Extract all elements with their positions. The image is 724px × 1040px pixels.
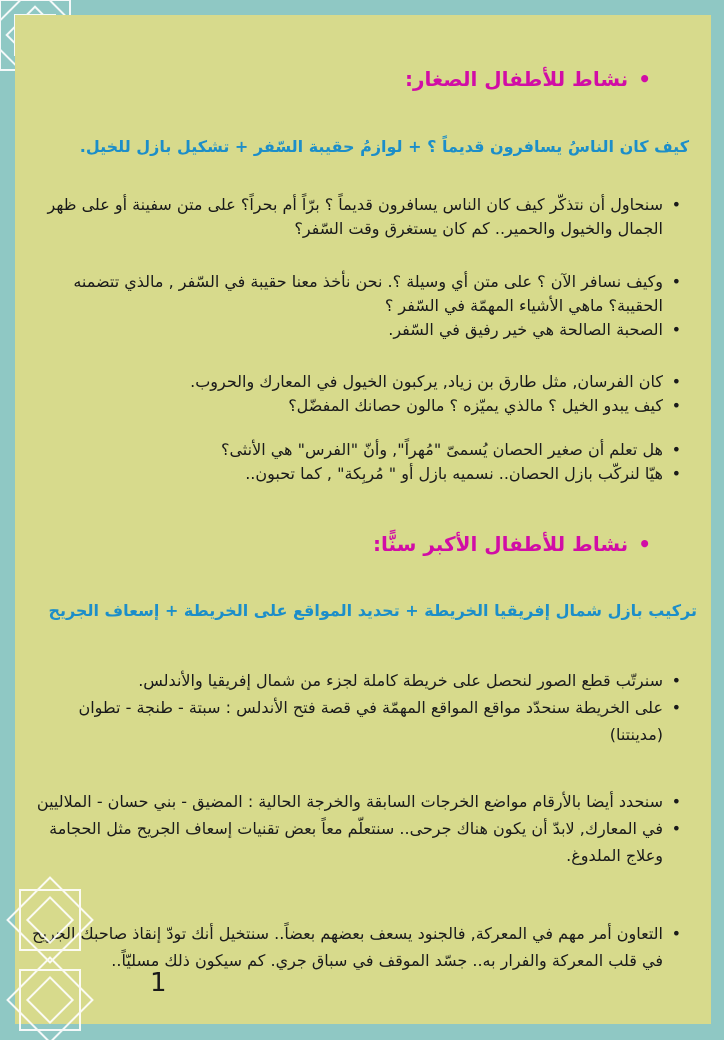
list-item: • التعاون أمر مهم في المعركة, فالجنود يسعف بعضهم بعضاً.. سنتخيل أنك تودّ إنقاذ صاحبك الجريح في قلب المعركة والفرار به.. جسّد الموقف في سباق جري. كم سيكون ذلك مسليّاً.. <box>30 920 681 974</box>
list-item: • الصحبة الصالحة هي خير رفيق في السّفر. <box>30 318 681 342</box>
section-title-young: •نشاط للأطفال الصغار: <box>404 67 651 91</box>
ornament-icon <box>0 860 150 1040</box>
page-number: 1 <box>150 968 167 998</box>
section-title-older: •نشاط للأطفال الأكبر سنًّا: <box>373 532 651 556</box>
section-subtitle-young: كيف كان الناسُ يسافرون قديماً ؟ + لوازمُ حقيبة السّفر + تشكيل بازل للخيل. <box>79 137 689 156</box>
list-item: • هل تعلم أن صغير الحصان يُسمىّ "مُهراً", وأنّ "الفرس" هي الأنثى؟ <box>30 438 681 462</box>
list-item: • كيف يبدو الخيل ؟ مالذي يميّزه ؟ مالون حصانك المفضّل؟ <box>30 394 681 418</box>
section-subtitle-older: تركيب بازل شمال إفريقيا الخريطة + تحديد المواقع على الخريطة + إسعاف الجريح <box>48 601 697 620</box>
list-young-4 <box>30 438 681 486</box>
list-item: • على الخريطة سنحدّد مواقع المواقع المهمّة في قصة فتح الأندلس : سبتة - طنجة - تطوان (مدينتنا) <box>30 694 681 748</box>
list-young-3 <box>30 370 681 418</box>
list-young-2 <box>30 270 681 342</box>
list-item: • هيّا لنركّب بازل الحصان.. نسميه بازل أو " مُربِكة" , كما تحبون.. <box>30 462 681 486</box>
list-young-1 <box>30 193 681 241</box>
list-item: • سنرتّب قطع الصور لنحصل على خريطة كاملة لجزء من شمال إفريقيا والأندلس. <box>30 667 681 694</box>
list-older-1 <box>30 667 681 748</box>
list-item: • في المعارك, لابدّ أن يكون هناك جرحى.. سنتعلّم معاً بعض تقنيات إسعاف الجريح مثل الحجامة وعلاج الملدوغ. <box>30 815 681 869</box>
list-item: • سنحاول أن نتذكّر كيف كان الناس يسافرون قديماً ؟ برّاً أم بحراً؟ على متن سفينة أو على ظهر الجمال والخيول والحمير.. كم كان يستغرق وقت السّفر؟ <box>30 193 681 241</box>
list-item: • كان الفرسان, مثل طارق بن زياد, يركبون الخيول في المعارك والحروب. <box>30 370 681 394</box>
list-item: • سنحدد أيضا بالأرقام مواضع الخرجات السابقة والخرجة الحالية : المضيق - بني حسان - الملاليين <box>30 788 681 815</box>
list-item: • وكيف نسافر الآن ؟ على متن أي وسيلة ؟. نحن نأخذ معنا حقيبة في السّفر , مالذي تتضمنه الحقيبة؟ ماهي الأشياء المهمّة في السّفر ؟ <box>30 270 681 318</box>
list-older-2 <box>30 788 681 869</box>
